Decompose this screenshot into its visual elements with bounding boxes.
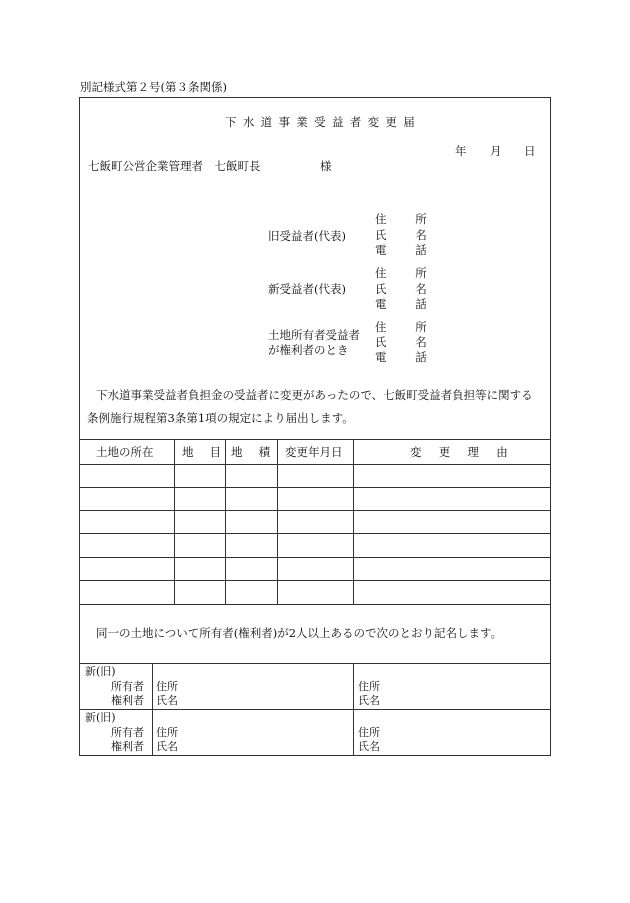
- table-column-divider: [277, 439, 278, 604]
- table-top-border: [79, 439, 551, 440]
- land-owner-name-label: 氏 名: [375, 335, 436, 349]
- new-beneficiary-name-label: 氏 名: [375, 282, 436, 296]
- right-holder-role-label: 権利者: [111, 694, 144, 707]
- land-owner-phone-label: 電 話: [375, 350, 436, 364]
- owner-address-label-2: 住所: [358, 726, 380, 739]
- old-beneficiary-address-label: 住 所: [375, 212, 436, 226]
- form-label: 別記様式第２号(第３条関係): [80, 80, 227, 94]
- header-change-reason: 変 更 理 由: [410, 445, 511, 459]
- land-owner-label-line2: が権利者のとき: [268, 343, 349, 357]
- owners-section-divider: [79, 663, 551, 664]
- statement-line-2: 条例施行規程第3条第1項の規定により届出します。: [87, 411, 354, 425]
- new-beneficiary-label: 新受益者(代表): [268, 282, 346, 296]
- form-frame: [79, 97, 551, 756]
- owner-block-heading: 新(旧): [85, 665, 116, 678]
- header-change-date: 変更年月日: [285, 445, 343, 459]
- old-beneficiary-label: 旧受益者(代表): [268, 229, 346, 243]
- owner-address-label: 住所: [156, 680, 178, 693]
- owner-block-center-divider: [353, 663, 354, 756]
- land-owner-address-label: 住 所: [375, 320, 436, 334]
- table-column-divider: [353, 439, 354, 604]
- table-row-border: [79, 533, 551, 534]
- owner-name-label: 氏名: [156, 740, 178, 753]
- owner-name-label-2: 氏名: [358, 694, 380, 707]
- date-year-label: 年: [455, 144, 467, 158]
- land-location-cell[interactable]: [80, 465, 174, 487]
- owner-role-label: 所有者: [111, 726, 144, 739]
- owner-block-divider: [79, 709, 551, 710]
- owners-statement: 同一の土地について所有者(権利者)が2人以上あるので次のとおり記名します。: [96, 626, 503, 640]
- header-land-category: 地 目: [182, 445, 224, 459]
- form-title: 下水道事業受益者変更届: [225, 115, 422, 129]
- date-month-label: 月: [490, 144, 502, 158]
- table-column-divider: [225, 439, 226, 604]
- owner-name-label: 氏名: [156, 694, 178, 707]
- table-row-border: [79, 580, 551, 581]
- owner-address-label: 住所: [156, 726, 178, 739]
- owner-role-label: 所有者: [111, 680, 144, 693]
- right-holder-role-label: 権利者: [111, 740, 144, 753]
- owner-name-label-2: 氏名: [358, 740, 380, 753]
- date-day-label: 日: [524, 144, 536, 158]
- new-beneficiary-address-label: 住 所: [375, 266, 436, 280]
- table-column-divider: [174, 439, 175, 604]
- new-beneficiary-phone-label: 電 話: [375, 297, 436, 311]
- table-bottom-border: [79, 604, 551, 605]
- owner-block-left-divider: [152, 663, 153, 756]
- old-beneficiary-name-label: 氏 名: [375, 228, 436, 242]
- change-date-cell[interactable]: [278, 465, 353, 487]
- table-row-border: [79, 487, 551, 488]
- land-category-cell[interactable]: [175, 465, 225, 487]
- header-land-location: 土地の所在: [96, 445, 154, 459]
- change-reason-cell[interactable]: [354, 465, 550, 487]
- table-row-border: [79, 510, 551, 511]
- old-beneficiary-phone-label: 電 話: [375, 243, 436, 257]
- addressee: 七飯町公営企業管理者 七飯町長: [88, 159, 261, 173]
- table-row-border: [79, 557, 551, 558]
- land-area-cell[interactable]: [226, 465, 277, 487]
- owner-block-heading: 新(旧): [85, 711, 116, 724]
- honorific: 様: [320, 159, 332, 173]
- header-land-area: 地 積: [231, 445, 273, 459]
- owner-address-label-2: 住所: [358, 680, 380, 693]
- statement-line-1: 下水道事業受益者負担金の受益者に変更があったので、七飯町受益者負担等に関する: [96, 388, 533, 402]
- land-owner-label-line1: 土地所有者受益者: [268, 328, 360, 342]
